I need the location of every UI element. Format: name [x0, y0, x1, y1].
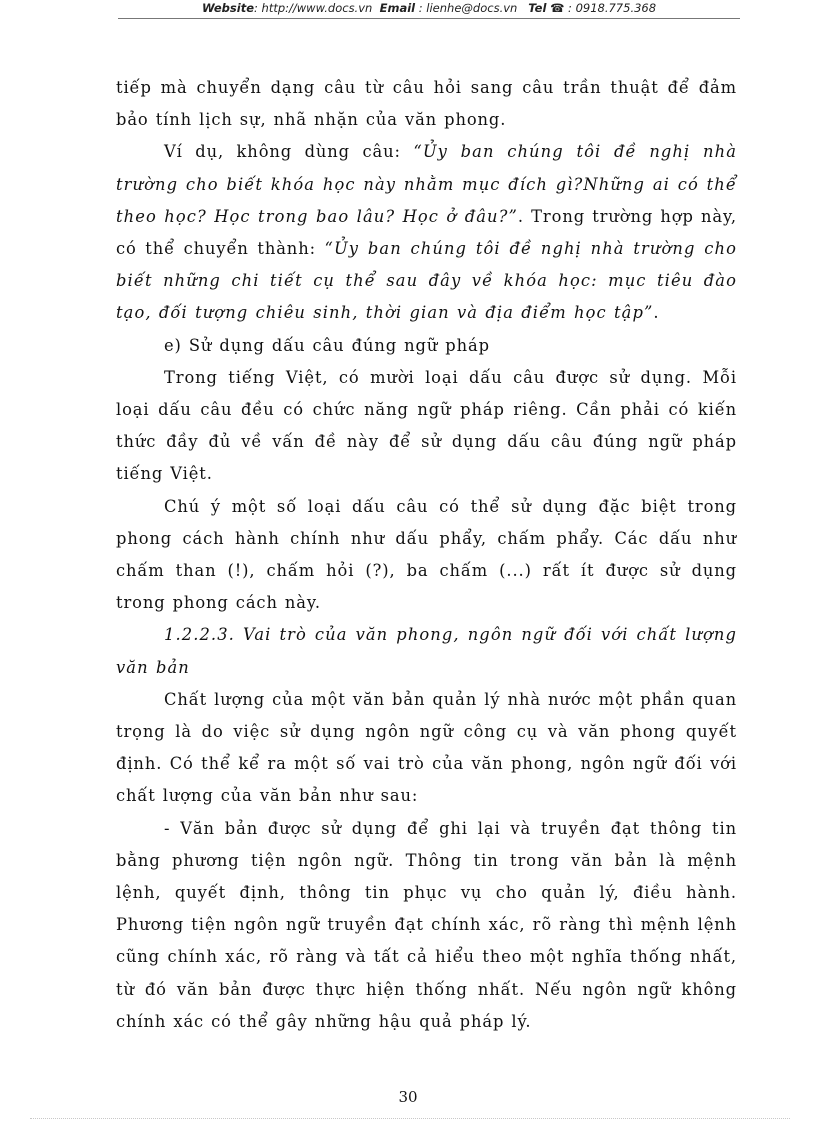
header-website-label: Website: [201, 1, 255, 15]
section-heading-1-2-2-3: 1.2.2.3. Vai trò của văn phong, ngôn ngữ đối với chất lượng văn bản: [116, 625, 737, 677]
footer-divider: [30, 1118, 790, 1119]
paragraph-2-lead: Ví dụ, không dùng câu:: [164, 142, 414, 162]
paragraph-8: - Văn bản được sử dụng để ghi lại và truyền đạt thông tin bằng phương tiện ngôn ngữ. Thông tin trong văn bản là mệnh lệnh, quyết định, thông tin phục vụ cho quản lý, điều hành. Phương tiện ngôn ngữ truyền đạt chính xác, rõ ràng thì mệnh lệnh cũng chính xác, rõ ràng và tất cả hiểu theo một nghĩa thống nhất, từ đó văn bản được thực hiện thống nhất. Nếu ngôn ngữ không chính xác có thể gây những hậu quả pháp lý.: [116, 818, 737, 1031]
paragraph-7: Chất lượng của một văn bản quản lý nhà nước một phần quan trọng là do việc sử dụng ngôn ngữ công cụ và văn phong quyết định. Có thể kể ra một số vai trò của văn phong, ngôn ngữ đối với chất lượng của văn bản như sau:: [116, 689, 737, 806]
paragraph-5: Chú ý một số loại dấu câu có thể sử dụng đặc biệt trong phong cách hành chính như dấu phẩy, chấm phẩy. Các dấu như chấm than (!), chấm hỏi (?), ba chấm (...) rất ít được sử dụng trong phong cách này.: [116, 496, 737, 613]
header-tel-value: ☎ : 0918.775.368: [550, 1, 657, 15]
paragraph-2: [116, 136, 737, 329]
document-body: [116, 72, 737, 1038]
page-header: [118, 0, 740, 18]
paragraph-2-mid: . Trong trường hợp này, có thể chuyển thành:: [116, 206, 737, 259]
paragraph-1: tiếp mà chuyển dạng câu từ câu hỏi sang câu trần thuật để đảm bảo tính lịch sự, nhã nhặn của văn phong.: [116, 78, 737, 130]
header-divider: [118, 18, 740, 19]
page-number: 30: [398, 1088, 418, 1106]
paragraph-2-quote-1: “Ủy ban chúng tôi đề nghị nhà trường cho biết khóa học này nhằm mục đích gì?Những ai có thể theo học? Học trong bao lâu? Học ở đâu?”: [116, 142, 737, 226]
header-email-label: Email: [379, 1, 416, 15]
header-email-value: : lienhe@docs.vn: [418, 1, 518, 15]
paragraph-4: Trong tiếng Việt, có mười loại dấu câu được sử dụng. Mỗi loại dấu câu đều có chức năng ngữ pháp riêng. Cần phải có kiến thức đầy đủ về vấn đề này để sử dụng dấu câu đúng ngữ pháp tiếng Việt.: [116, 367, 737, 484]
header-website-value: : http://www.docs.vn: [254, 1, 373, 15]
subheading-e: e) Sử dụng dấu câu đúng ngữ pháp: [164, 335, 490, 355]
header-tel-label: Tel: [528, 1, 547, 15]
paragraph-2-end: .: [653, 303, 660, 323]
paragraph-2-quote-2: “Ủy ban chúng tôi đề nghị nhà trường cho biết những chi tiết cụ thể sau đây về khóa học: mục tiêu đào tạo, đối tượng chiêu sinh, thời gian và địa điểm học tập”: [116, 239, 737, 323]
